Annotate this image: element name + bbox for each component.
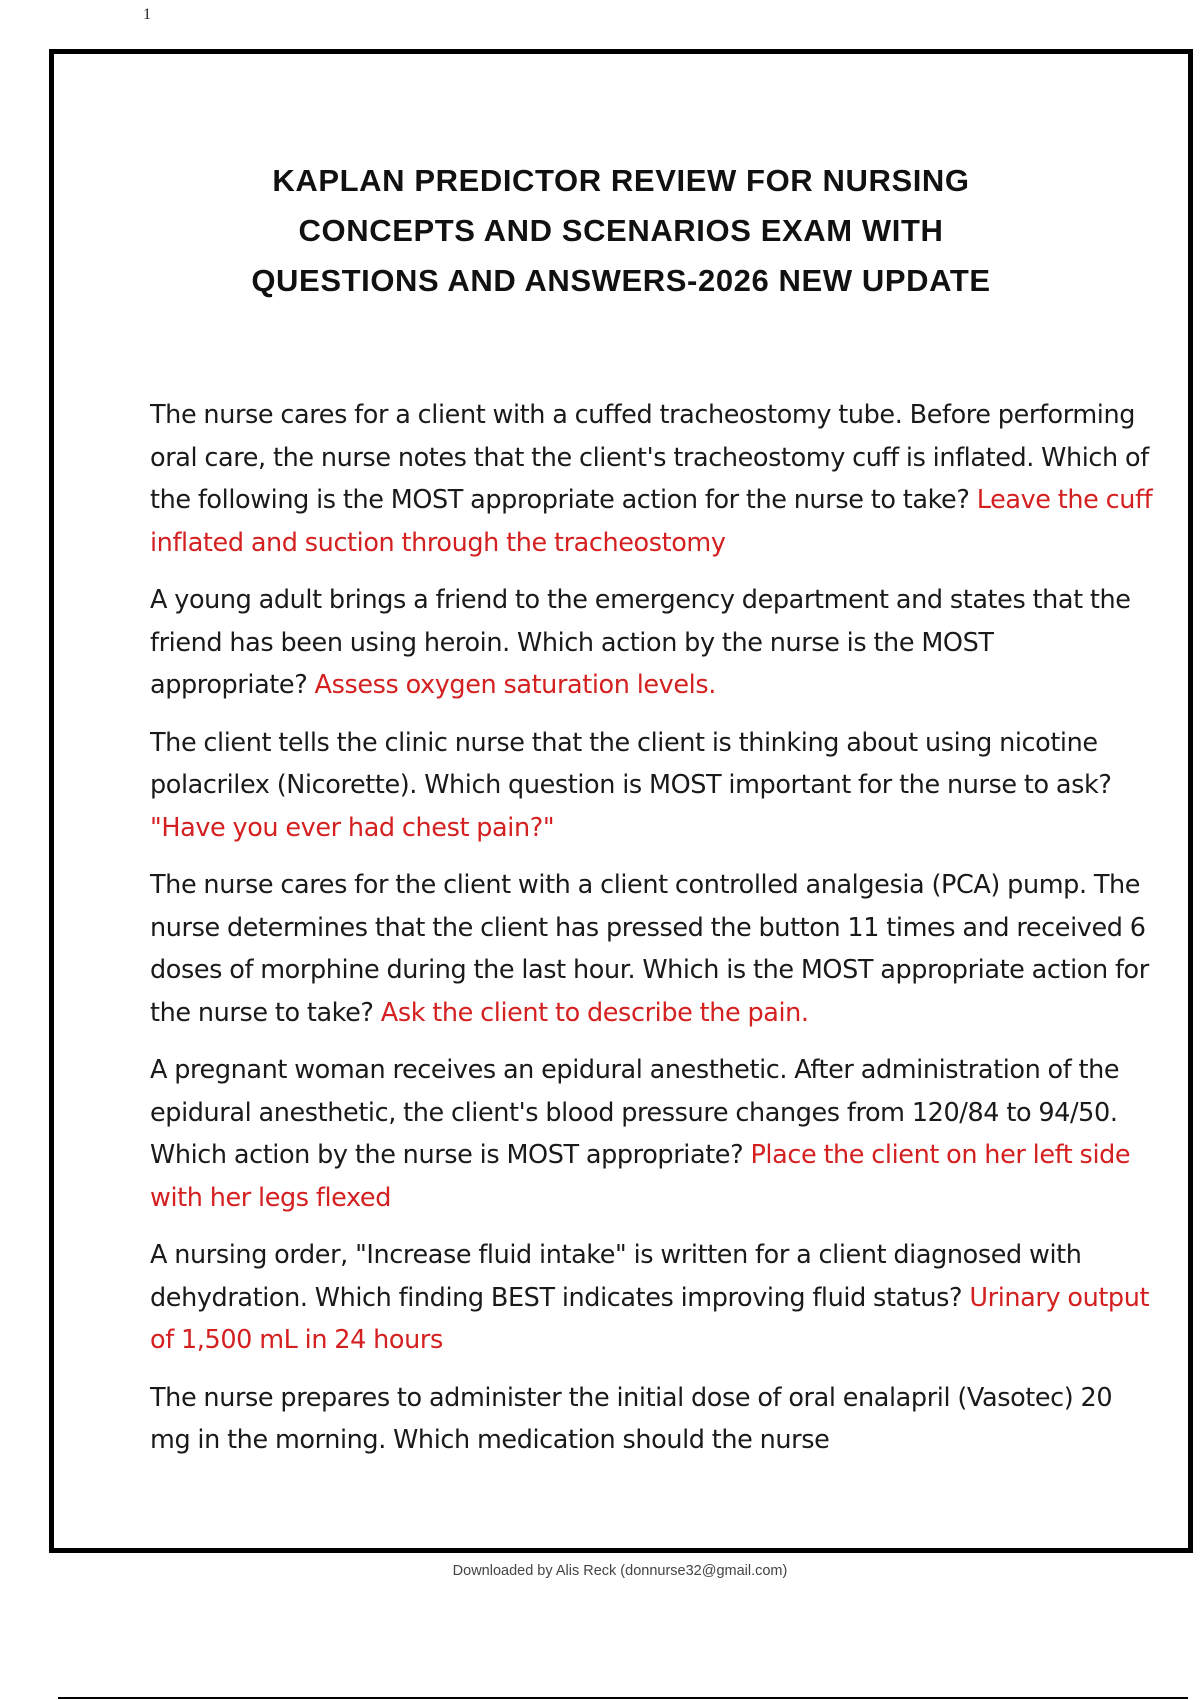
question-text: A pregnant woman receives an epidural anesthetic. After administration of the epidural anesthetic, the client's blood pressure changes from 120/84 to 94/50. Which action by the nurse is MOST appropriate?	[150, 1055, 1120, 1170]
download-notice: Downloaded by Alis Reck (donnurse32@gmail.com)	[452, 1563, 788, 1579]
title-line: QUESTIONS AND ANSWERS-2026 NEW UPDATE	[251, 263, 991, 298]
qa-item	[150, 1377, 1155, 1462]
qa-item	[150, 864, 1155, 1034]
qa-item	[150, 1049, 1155, 1219]
question-text: The nurse cares for a client with a cuffed tracheostomy tube. Before performing oral care, the nurse notes that the client's tracheostomy cuff is inflated. Which of the following is the MOST appropriate action for the nurse to take?	[150, 400, 1149, 515]
document-title	[54, 156, 1188, 306]
answer-text: Leave the cuff inflated and suction through the tracheostomy	[150, 485, 1153, 558]
question-list	[150, 394, 1155, 1477]
question-text: The nurse prepares to administer the initial dose of oral enalapril (Vasotec) 20 mg in the morning. Which medication should the nurse	[150, 1382, 1113, 1455]
title-line: KAPLAN PREDICTOR REVIEW FOR NURSING	[272, 163, 970, 198]
qa-item	[150, 1234, 1155, 1362]
question-text: The nurse cares for the client with a client controlled analgesia (PCA) pump. The nurse determines that the client has pressed the button 11 times and received 6 doses of morphine during the last hour. Which is the MOST appropriate action for the nurse to take?	[150, 870, 1149, 1028]
qa-item	[150, 394, 1155, 564]
bottom-divider	[58, 1697, 1188, 1699]
answer-text: Place the client on her left side with her legs flexed	[150, 1140, 1131, 1213]
document-frame	[49, 49, 1193, 1553]
qa-item	[150, 579, 1155, 707]
question-text: A young adult brings a friend to the emergency department and states that the friend has been using heroin. Which action by the nurse is the MOST appropriate?	[150, 585, 1131, 700]
question-text: A nursing order, "Increase fluid intake" is written for a client diagnosed with dehydration. Which finding BEST indicates improving fluid status?	[150, 1240, 1082, 1313]
answer-text: "Have you ever had chest pain?"	[150, 812, 555, 843]
qa-item	[150, 722, 1155, 850]
answer-text: Ask the client to describe the pain.	[380, 997, 809, 1028]
answer-text: Assess oxygen saturation levels.	[314, 670, 716, 700]
page-number: 1	[143, 6, 151, 23]
question-text: The client tells the clinic nurse that the client is thinking about using nicotine polacrilex (Nicorette). Which question is MOST important for the nurse to ask?	[150, 727, 1112, 800]
title-line: CONCEPTS AND SCENARIOS EXAM WITH	[298, 213, 944, 248]
answer-text: Urinary output of 1,500 mL in 24 hours	[150, 1282, 1150, 1355]
